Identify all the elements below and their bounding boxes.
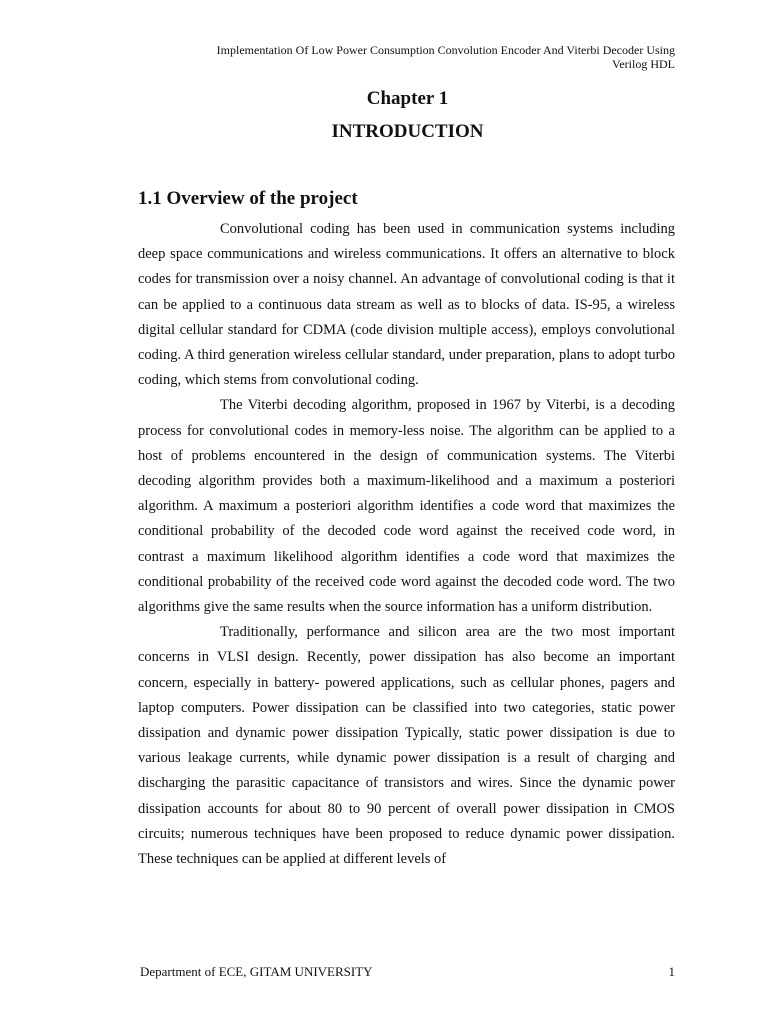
chapter-title: INTRODUCTION [331, 121, 484, 142]
running-header-line-2: Verilog HDL [612, 57, 675, 71]
paragraph-power-dissipation: Traditionally, performance and silicon area are the two most important concerns in VLSI design. Recently, power dissipation has also become an important concern, especially in battery- powered applications, such as cellular phones, pagers and laptop computers. Power dissipation can be classified into two categories, static power dissipation and dynamic power dissipation Typically, static power dissipation is due to various leakage currents, while dynamic power dissipation is a result of charging and discharging the parasitic capacitance of transistors and wires. Since the dynamic power dissipation accounts for about 80 to 90 percent of overall power dissipation in CMOS circuits; numerous techniques have been proposed to reduce dynamic power dissipation. These techniques can be applied at different levels of [138, 624, 675, 868]
paragraph-viterbi-algorithm: The Viterbi decoding algorithm, proposed in 1967 by Viterbi, is a decoding process for convolutional codes in memory-less noise. The algorithm can be applied to a host of problems encountered in the design of communication systems. The Viterbi decoding algorithm provides both a maximum-likelihood and a maximum a posteriori algorithm. A maximum a posteriori algorithm identifies a code word that maximizes the conditional probability of the decoded code word against the received code word, in contrast a maximum likelihood algorithm identifies a code word that maximizes the conditional probability of the received code word against the decoded code word. The two algorithms give the same results when the source information has a uniform distribution. [138, 397, 675, 616]
paragraph-convolutional-coding: Convolutional coding has been used in communication systems including deep space communications and wireless communications. It offers an alternative to block codes for transmission over a noisy channel. An advantage of convolutional coding is that it can be applied to a continuous data stream as well as to blocks of data. IS-95, a wireless digital cellular standard for CDMA (code division multiple access), employs convolutional coding. A third generation wireless cellular standard, under preparation, plans to adopt turbo coding, which stems from convolutional coding. [138, 221, 675, 389]
page-number: 1 [668, 964, 675, 979]
section-heading: 1.1 Overview of the project [138, 188, 358, 209]
footer-department: Department of ECE, GITAM UNIVERSITY [140, 964, 373, 979]
chapter-label: Chapter 1 [366, 88, 449, 109]
section-body [138, 217, 675, 872]
running-header [140, 43, 675, 71]
running-header-line-1: Implementation Of Low Power Consumption Convolution Encoder And Viterbi Decoder Using [216, 43, 675, 57]
